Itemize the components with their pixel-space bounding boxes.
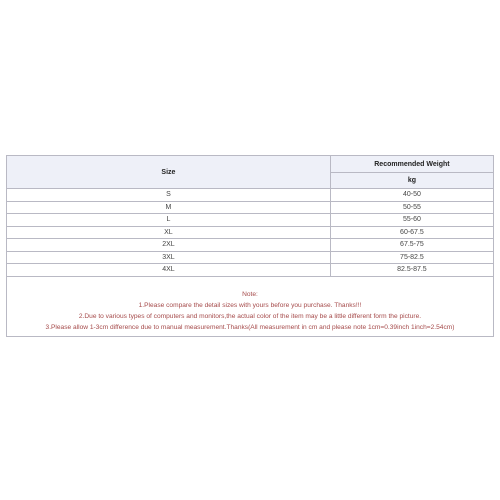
table-row — [7, 239, 494, 252]
weight-unit-header: kg — [330, 173, 493, 189]
table-row — [7, 251, 494, 264]
notes-box — [6, 277, 494, 337]
size-cell: L — [7, 214, 331, 227]
weight-cell: 82.5-87.5 — [330, 264, 493, 277]
size-chart — [6, 155, 494, 337]
size-cell: 2XL — [7, 239, 331, 252]
note-title: Note: — [242, 290, 258, 298]
size-column-header: Size — [7, 156, 331, 189]
weight-cell: 60-67.5 — [330, 226, 493, 239]
weight-cell: 55-60 — [330, 214, 493, 227]
size-cell: S — [7, 189, 331, 202]
weight-cell: 67.5-75 — [330, 239, 493, 252]
size-cell: XL — [7, 226, 331, 239]
table-row — [7, 226, 494, 239]
weight-cell: 50-55 — [330, 201, 493, 214]
size-cell: 4XL — [7, 264, 331, 277]
note-line-1: 1.Please compare the detail sizes with yours before you purchase. Thanks!!! — [138, 301, 362, 309]
table-body — [7, 189, 494, 277]
note-line-2: 2.Due to various types of computers and monitors,the actual color of the item may be a little different form the picture. — [78, 312, 422, 320]
table-row — [7, 214, 494, 227]
table-row — [7, 201, 494, 214]
weight-cell: 75-82.5 — [330, 251, 493, 264]
table-row — [7, 189, 494, 202]
table-header — [7, 156, 494, 189]
weight-column-header: Recommended Weight — [330, 156, 493, 173]
size-cell: M — [7, 201, 331, 214]
size-cell: 3XL — [7, 251, 331, 264]
note-line-3: 3.Please allow 1-3cm difference due to manual measurement.Thanks(All measurement in cm and please note 1cm=0.39inch 1inch=2.54cm) — [45, 323, 455, 331]
size-table — [6, 155, 494, 277]
weight-cell: 40-50 — [330, 189, 493, 202]
table-row — [7, 264, 494, 277]
